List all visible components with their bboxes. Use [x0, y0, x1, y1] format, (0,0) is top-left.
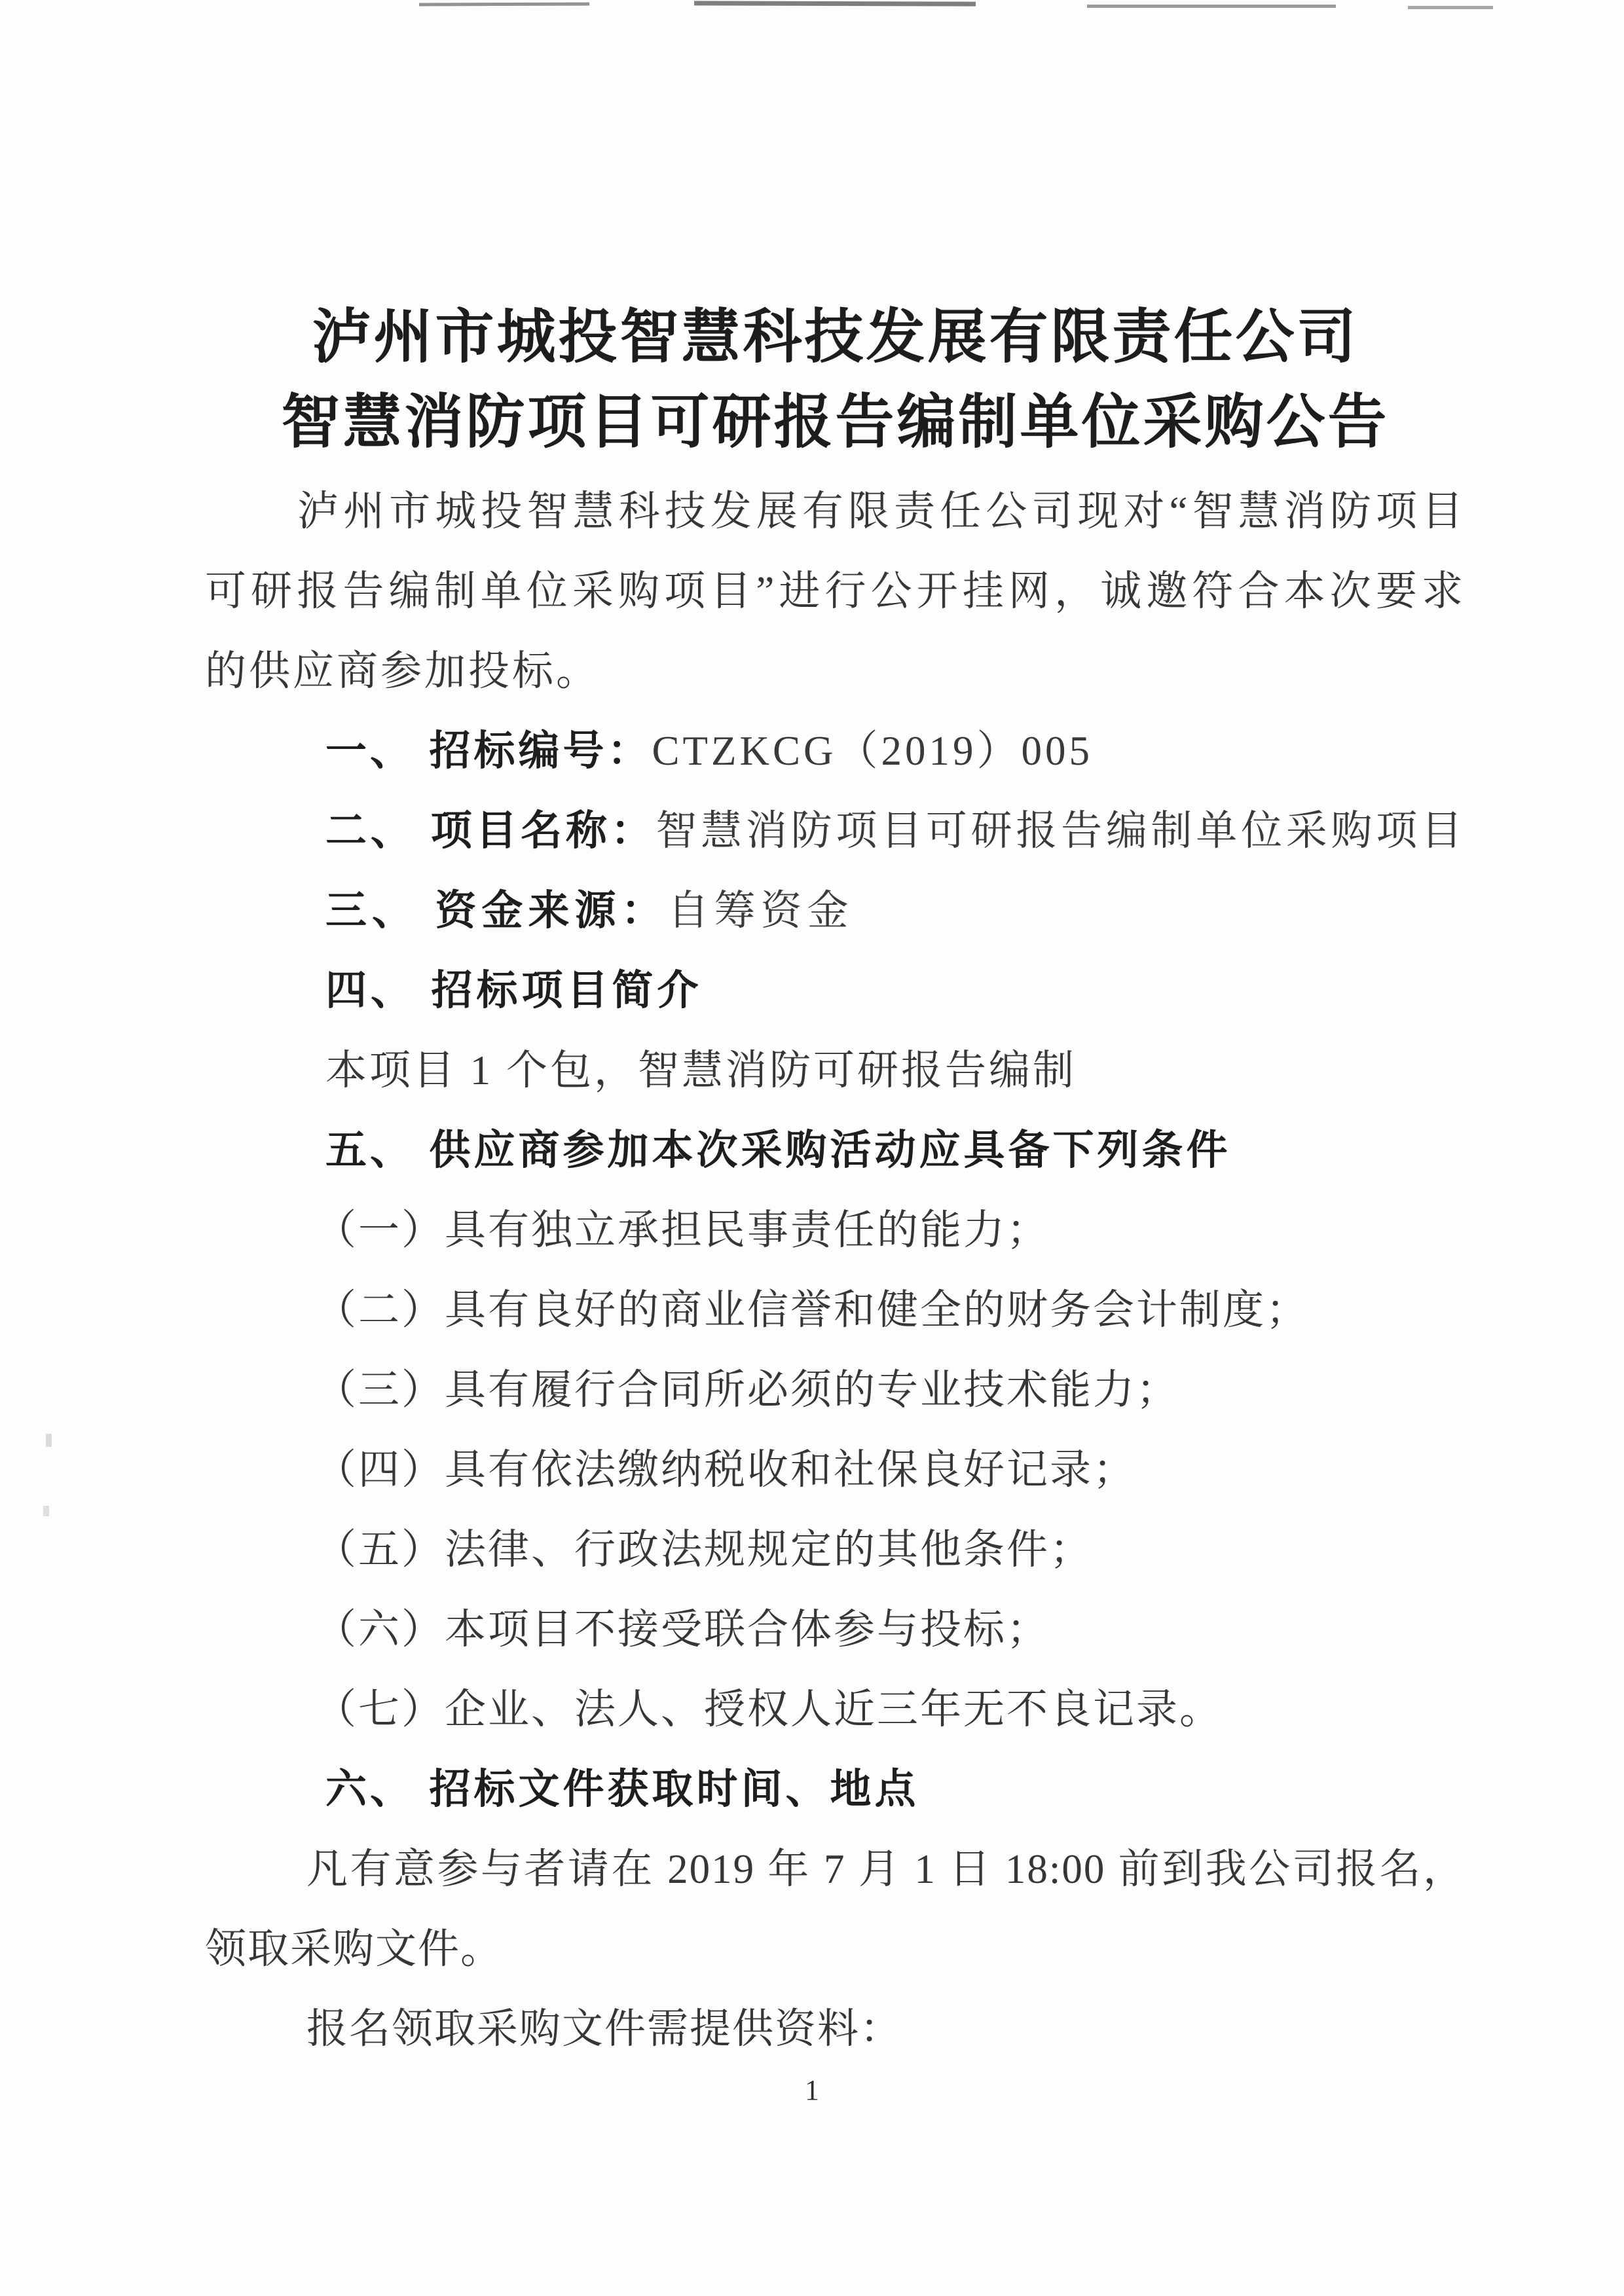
item-6-line-2: 领取采购文件。	[205, 1926, 503, 1972]
item-6-line-3: 报名领取采购文件需提供资料：	[306, 2006, 902, 2052]
document-title-line-1: 泸州市城投智慧科技发展有限责任公司	[312, 304, 1359, 370]
condition-3: （三）具有履行合同所必须的专业技术能力；	[315, 1367, 1179, 1413]
intro-line-1: 泸州市城投智慧科技发展有限责任公司现对“智慧消防项目	[297, 488, 1466, 534]
item-2-project-name	[205, 791, 1466, 871]
scan-artifact	[1408, 6, 1493, 9]
item-1-value: CTZKCG（2019）005	[652, 728, 1094, 774]
item-2-value: 智慧消防项目可研报告编制单位采购项目	[655, 808, 1466, 854]
scan-artifact	[1087, 5, 1336, 8]
condition-4: （四）具有依法缴纳税收和社保良好记录；	[315, 1447, 1136, 1493]
item-6-heading: 六、 招标文件获取时间、地点	[325, 1766, 919, 1812]
condition-2: （二）具有良好的商业信誉和健全的财务会计制度；	[315, 1287, 1309, 1333]
scan-artifact	[43, 1506, 49, 1516]
item-6-line-1: 凡有意参与者请在 2019 年 7 月 1 日 18:00 前到我公司报名，	[306, 1846, 1466, 1892]
item-1-label: 一、 招标编号：	[325, 728, 652, 774]
document-content	[205, 295, 1466, 2069]
item-4-heading: 四、 招标项目简介	[325, 968, 703, 1013]
document-body	[205, 471, 1466, 2069]
item-5-heading: 五、 供应商参加本次采购活动应具备下列条件	[325, 1127, 1231, 1173]
condition-1: （一）具有独立承担民事责任的能力；	[315, 1207, 1050, 1253]
condition-5: （五）法律、行政法规规定的其他条件；	[315, 1527, 1093, 1573]
scan-artifact	[694, 1, 976, 6]
item-3-label: 三、 资金来源：	[325, 888, 668, 934]
intro-line-2: 可研报告编制单位采购项目”进行公开挂网，诚邀符合本次要求	[205, 568, 1466, 614]
item-1-tender-number	[205, 711, 1466, 791]
item-4-body: 本项目 1 个包，智慧消防可研报告编制	[325, 1048, 1077, 1093]
condition-6: （六）本项目不接受联合体参与投标；	[315, 1607, 1050, 1652]
item-3-funding-source	[205, 871, 1466, 951]
item-3-value: 自筹资金	[667, 888, 854, 934]
scan-artifact	[419, 3, 589, 7]
page-number: 1	[805, 2074, 819, 2106]
condition-7: （七）企业、法人、授权人近三年无不良记录。	[315, 1686, 1223, 1732]
scan-artifact	[46, 1434, 52, 1447]
item-2-label: 二、 项目名称：	[325, 808, 656, 854]
intro-line-3: 的供应商参加投标。	[205, 648, 600, 694]
document-title-line-2: 智慧消防项目可研报告编制单位采购公告	[281, 390, 1390, 455]
